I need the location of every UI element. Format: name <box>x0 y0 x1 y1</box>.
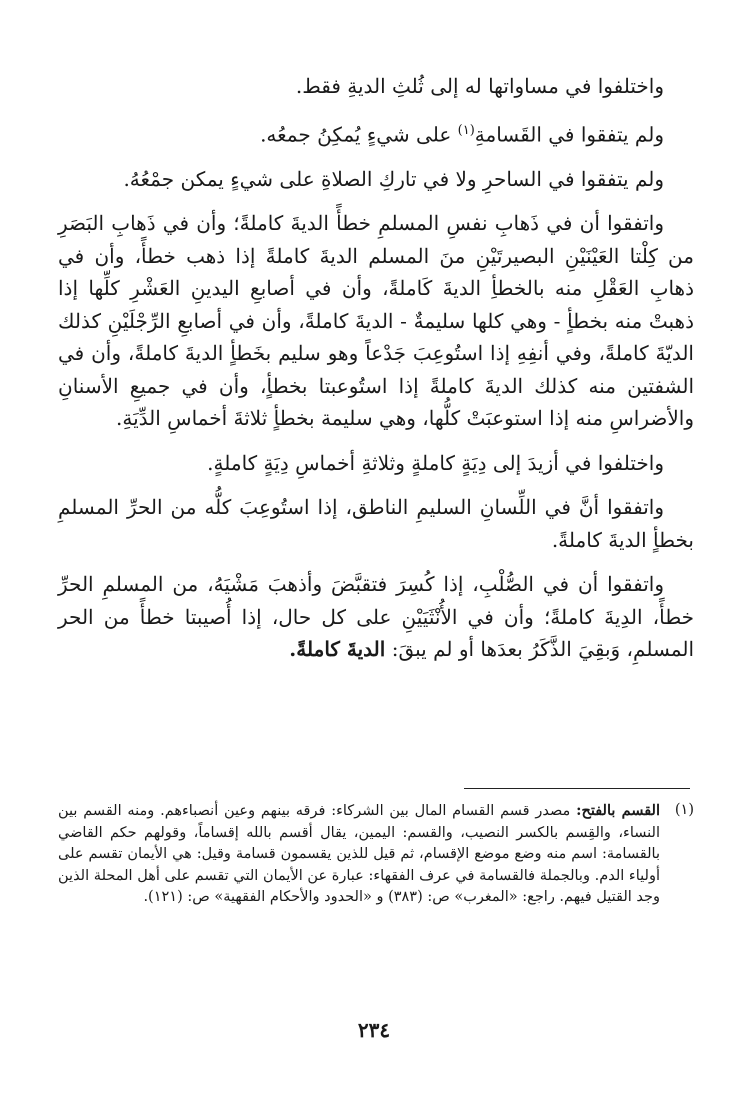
footnote-marker: (١) <box>674 802 694 818</box>
footnote <box>58 800 694 909</box>
paragraph-5: واختلفوا في أزيدَ إلى دِيَةٍ كاملةٍ وثلاثةِ أخماسِ دِيَةٍ كاملةٍ. <box>207 450 664 475</box>
main-text <box>58 70 694 678</box>
paragraph-2 <box>58 115 694 151</box>
page-number: ٢٣٤ <box>357 1018 391 1042</box>
footnote-term: القسم بالفتح: <box>576 802 661 819</box>
paragraph-4: واتفقوا أن في ذَهابِ نفسِ المسلمِ خطأً الديةَ كاملةً؛ وأن في ذَهابِ البَصَرِ من كِلْتا العَيْنَيْنِ البصيرتَيْنِ منَ المسلم الديةَ كاملةً إذا ذهب خطأً، وأن في ذهابِ العَقْلِ منه بالخطأِ الديةَ كَاملةً، وأن في أصابعِ اليدينِ العَشْرِ كلِّها إذا ذهبتْ منه بخطأٍ - وهي كلها سليمةٌ - الديةَ كاملةً، وأن في أصابعِ الرِّجْلَيْنِ كذلك الديّةَ كاملةً، وفي أنفِهِ إذا استُوعِبَ جَدْعاً وهو سليم بخَطأٍ الديةَ كاملةً، وأن في الشفتين منه كذلك الديةَ كاملةً إذا استُوعبتا بخطأٍ، وأن في جميعِ الأسنانِ والأضراسِ منه إذا استوعبَتْ كلُّها، وهي سليمة بخطأٍ ثلاثةَ أخماسِ الدِّيَةِ. <box>58 211 694 431</box>
footnote-ref[interactable]: (١) <box>457 122 475 138</box>
footnote-text: مصدر قسم القسام المال بين الشركاء: فرقه بينهم وعين أنصباءهم. ومنه القسم بين النساء، والقِسم بالكسر النصيب، والقسم: اليمين، يقال أقسم بالله إقساماً، وقولهم حكم القاضي بالقسامة: اسم منه وضع موضع الإقسام، ثم قيل للذين يقسمون قسامة وقيل: هي الأيمان تقسم على أولياء الدم. وبالجملة فالقسامة في عرف الفقهاء: عبارة عن الأيمان التي تقسم على أهل المحلة الذين وجد القتيل فيهم. راجع: «المغرب» ص: (٣٨٣) و «الحدود والأحكام الفقهية» ص: (١٢١). <box>58 803 660 905</box>
footnote-separator <box>464 788 690 789</box>
paragraph-2-tail: على شيءٍ يُمكِنُ جمعُه. <box>260 122 452 147</box>
paragraph-7-bold-tail: الديةَ كاملةً. <box>289 637 386 662</box>
paragraph-7 <box>58 568 694 666</box>
paragraph-1: واختلفوا في مساواتها له إلى ثُلثِ الديةِ فقط. <box>295 74 664 98</box>
paragraph-6: واتفقوا أنَّ في اللِّسانِ السليمِ الناطق، إذا استُوعِبَ كلُّه من الحرِّ المسلمِ بخطأٍ الديةَ كاملةً. <box>58 495 694 552</box>
paragraph-3: ولم يتفقوا في الساحرِ ولا في تاركِ الصلاةِ على شيءٍ يمكن جمْعُهُ. <box>123 166 664 191</box>
paragraph-7-text: واتفقوا أن في الصُّلْبِ، إذا كُسِرَ فتقبَّضَ وأذهبَ مَشْيَهُ، من المسلمِ الحرِّ خطأً، الدِيةَ كاملةً؛ وأن في الأُنْثَيَيْنِ على كل حال، إذا أُصيبتا خطأً من الحر المسلمِ، وَبقِيَ الذَّكَرُ بعدَها أو لم يبقَ: <box>58 572 694 662</box>
paragraph-2-text: ولم يتفقوا في القَسامةِ <box>474 122 664 147</box>
